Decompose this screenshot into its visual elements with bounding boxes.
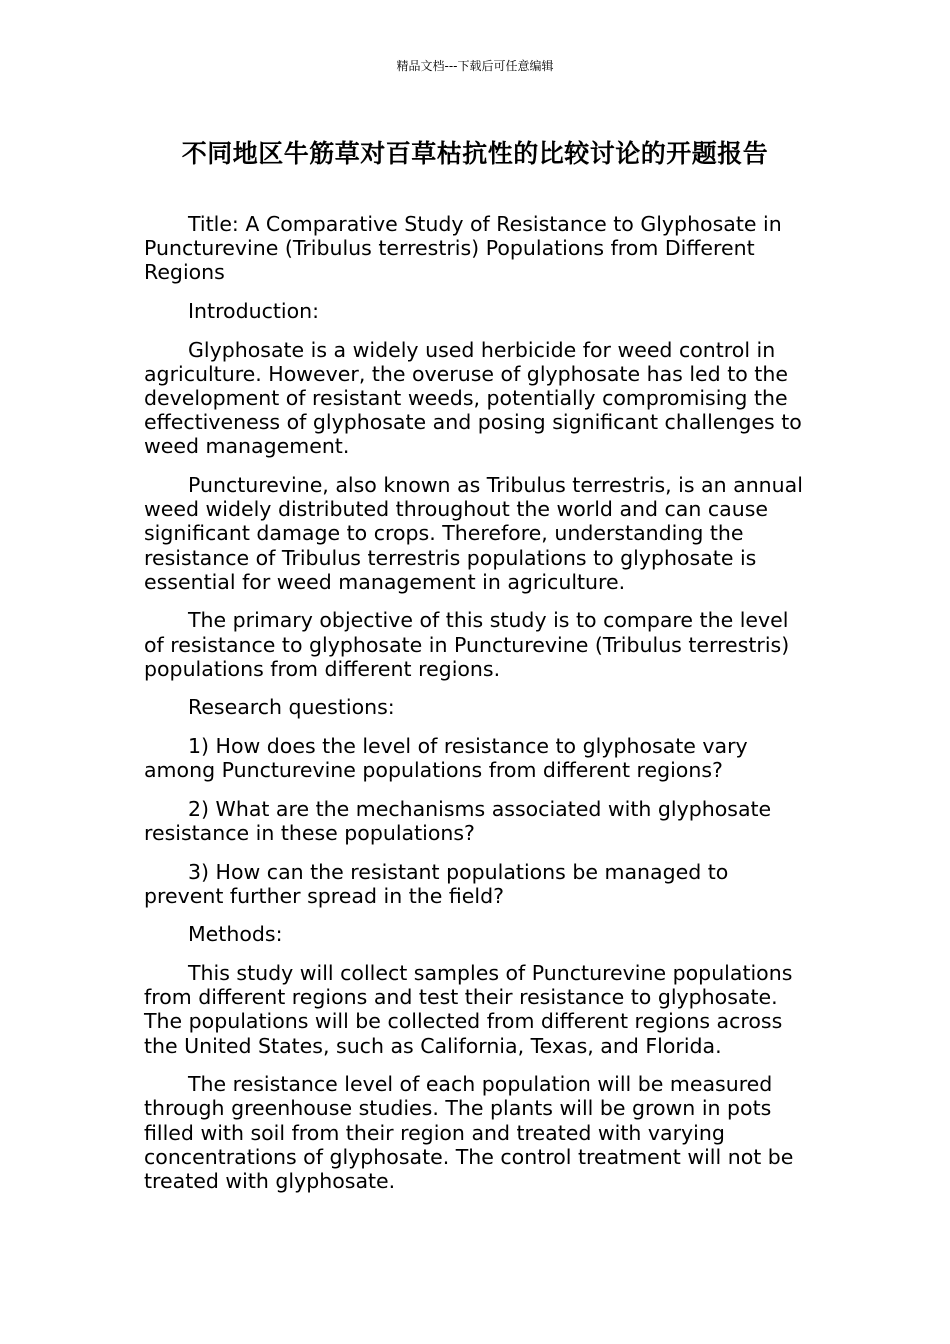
document-body xyxy=(144,212,808,1208)
heading-research-questions: Research questions: xyxy=(188,695,395,720)
paragraph-methods-sampling: This study will collect samples of Puncturevine populations from different regions and test their resistance to glyphosate. The populations will be collected from different regions across the United States, such as California, Texas, and Florida. xyxy=(144,960,793,1058)
page-header-watermark: 精品文档---下载后可任意编辑 xyxy=(396,59,554,73)
research-question-3: 3) How can the resistant populations be managed to prevent further spread in the field? xyxy=(144,859,729,908)
paragraph-objective: The primary objective of this study is to compare the level of resistance to glyphosate in Puncturevine (Tribulus terrestris) populations from different regions. xyxy=(144,608,790,681)
paragraph-glyphosate-background: Glyphosate is a widely used herbicide for weed control in agriculture. However, the overuse of glyphosate has led to the development of resistant weeds, potentially compromising the effectiveness of glyphosate and posing significant challenges to weed management. xyxy=(144,337,802,459)
paragraph-puncturevine-background: Puncturevine, also known as Tribulus terrestris, is an annual weed widely distributed throughout the world and can cause significant damage to crops. Therefore, understanding the resistance of Tribulus terrestris populations to glyphosate is essential for weed management in agriculture. xyxy=(144,473,803,594)
research-question-1: 1) How does the level of resistance to glyphosate vary among Puncturevine populations from different regions? xyxy=(144,734,748,783)
document-title: 不同地区牛筋草对百草枯抗性的比较讨论的开题报告 xyxy=(181,139,769,168)
paragraph-methods-greenhouse: The resistance level of each population will be measured through greenhouse studies. The plants will be grown in pots filled with soil from their region and treated with varying concentrations of glyphosate. The control treatment will not be treated with glyphosate. xyxy=(144,1072,794,1193)
paragraph-study-title: Title: A Comparative Study of Resistance to Glyphosate in Puncturevine (Tribulus terrestris) Populations from Different Regions xyxy=(144,212,782,285)
heading-methods: Methods: xyxy=(188,922,283,947)
heading-introduction: Introduction: xyxy=(188,299,320,323)
research-question-2: 2) What are the mechanisms associated with glyphosate resistance in these populations? xyxy=(144,796,772,845)
